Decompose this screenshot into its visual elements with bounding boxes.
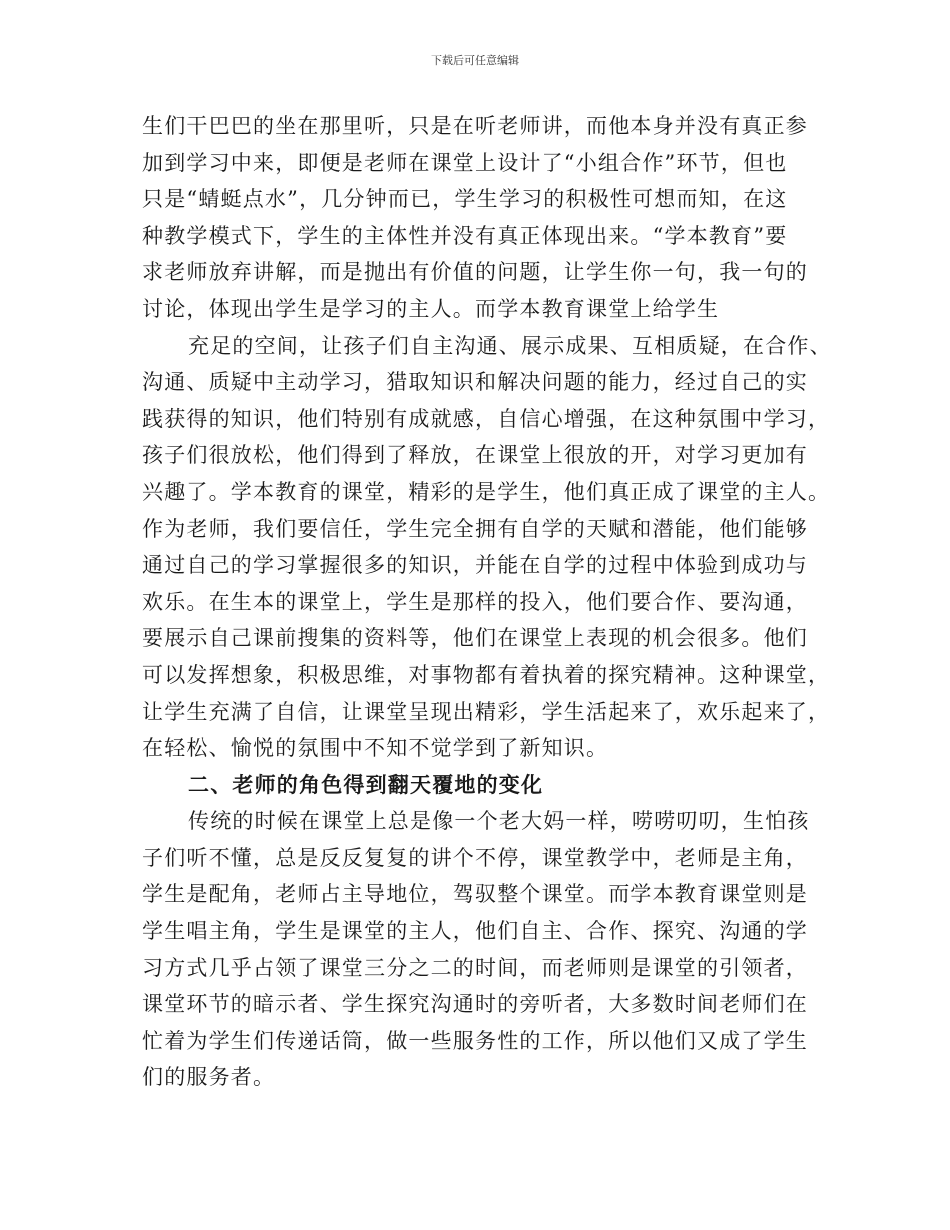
paragraph-start-line: 传统的时候在课堂上总是像一个老大妈一样，唠唠叨叨，生怕孩 — [188, 809, 810, 834]
document-body — [142, 108, 832, 1096]
text-line: 忙着为学生们传递话筒，做一些服务性的工作，所以他们又成了学生 — [142, 1028, 808, 1053]
text-line: 们的服务者。 — [142, 1065, 276, 1090]
text-line: 践获得的知识，他们特别有成就感，自信心增强，在这种氛围中学习， — [142, 406, 831, 431]
text-line: 孩子们很放松，他们得到了释放，在课堂上很放的开，对学习更加有 — [142, 443, 808, 468]
text-line: 子们听不懂，总是反反复复的讲个不停，课堂教学中，老师是主角， — [142, 845, 808, 870]
text-line: 课堂环节的暗示者、学生探究沟通时的旁听者，大多数时间老师们在 — [142, 992, 808, 1017]
text-line: 作为老师，我们要信任，学生完全拥有自学的天赋和潜能，他们能够 — [142, 516, 808, 541]
text-line: 学生唱主角，学生是课堂的主人，他们自主、合作、探究、沟通的学 — [142, 919, 808, 944]
text-line: 欢乐。在生本的课堂上，学生是那样的投入，他们要合作、要沟通， — [142, 589, 808, 614]
text-line: 沟通、质疑中主动学习，猎取知识和解决问题的能力，经过自己的实 — [142, 370, 808, 395]
text-line: 兴趣了。学本教育的课堂，精彩的是学生，他们真正成了课堂的主人。 — [142, 479, 831, 504]
section-heading: 二、老师的角色得到翻天覆地的变化 — [188, 772, 544, 797]
text-line: 让学生充满了自信，让课堂呈现出精彩，学生活起来了，欢乐起来了， — [142, 699, 831, 724]
text-line: 只是“蜻蜓点水”，几分钟而已，学生学习的积极性可想而知，在这 — [142, 187, 788, 212]
page-header: 下载后可任意编辑 — [431, 54, 519, 67]
text-line: 习方式几乎占领了课堂三分之二的时间，而老师则是课堂的引领者， — [142, 955, 808, 980]
text-line: 加到学习中来，即便是老师在课堂上设计了“小组合作”环节，但也 — [142, 150, 788, 175]
text-line: 求老师放弃讲解，而是抛出有价值的问题，让学生你一句，我一句的 — [142, 260, 808, 285]
text-line: 要展示自己课前搜集的资料等，他们在课堂上表现的机会很多。他们 — [142, 626, 808, 651]
text-line: 学生是配角，老师占主导地位，驾驭整个课堂。而学本教育课堂则是 — [142, 882, 808, 907]
text-line: 可以发挥想象，积极思维，对事物都有着执着的探究精神。这种课堂， — [142, 662, 831, 687]
text-line: 生们干巴巴的坐在那里听，只是在听老师讲，而他本身并没有真正参 — [142, 114, 808, 138]
text-line: 讨论，体现出学生是学习的主人。而学本教育课堂上给学生 — [142, 296, 720, 321]
text-line: 在轻松、愉悦的氛围中不知不觉学到了新知识。 — [142, 736, 609, 761]
paragraph-start-line: 充足的空间，让孩子们自主沟通、展示成果、互相质疑，在合作、 — [188, 333, 832, 358]
text-line: 通过自己的学习掌握很多的知识，并能在自学的过程中体验到成功与 — [142, 553, 808, 578]
text-line: 种教学模式下，学生的主体性并没有真正体现出来。“学本教育”要 — [142, 223, 788, 248]
